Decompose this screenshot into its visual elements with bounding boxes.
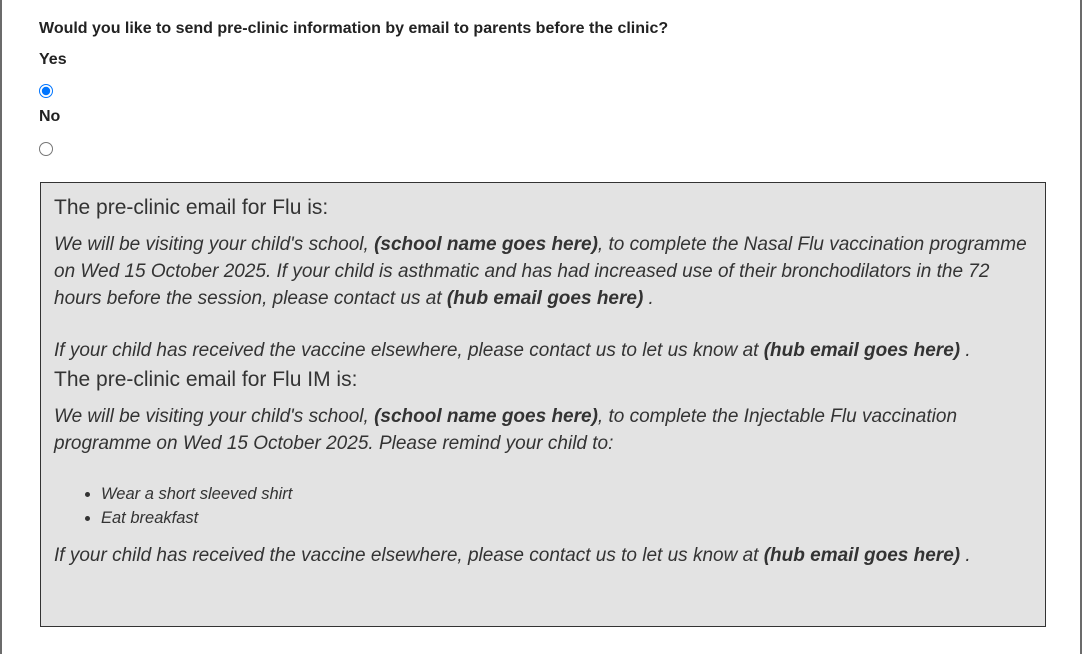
flu-email-heading: The pre-clinic email for Flu is: [54, 196, 329, 219]
flu-im-email-paragraph-2 [54, 542, 1033, 569]
option-no-radio[interactable] [39, 142, 53, 156]
flu-email-paragraph-1 [54, 231, 1033, 312]
flu-p2-end: . [960, 340, 971, 361]
flu-p1-text-b: , to complete the Nasal Flu vaccination programme on Wed 15 October 2025. If your child is asthmatic and has had increased use of their bronchodilators in the 72 hours before the session, please contact us at [54, 234, 1027, 309]
flu-im-p2-end: . [960, 545, 971, 566]
flu-im-reminder-list [54, 482, 1033, 530]
flu-p1-text-a: We will be visiting your child's school, [54, 234, 375, 255]
flu-im-p1-text-b: , to complete the Injectable Flu vaccination programme on Wed 15 October 2025. Please remind your child to: [54, 406, 958, 454]
flu-hub-email-placeholder: (hub email goes here) [446, 288, 644, 309]
option-yes-label: Yes [39, 51, 67, 68]
option-yes-radio[interactable] [39, 84, 53, 98]
flu-im-school-placeholder: (school name goes here) [374, 406, 598, 427]
flu-email-paragraph-2 [54, 337, 1033, 364]
pre-clinic-email-preview [40, 182, 1046, 627]
flu-im-email-heading: The pre-clinic email for Flu IM is: [54, 368, 358, 391]
pre-clinic-email-question: Would you like to send pre-clinic information by email to parents before the clinic? [39, 20, 669, 37]
flu-im-p1-text-a: We will be visiting your child's school, [54, 406, 375, 427]
list-item: • Eat breakfast [101, 506, 1033, 530]
flu-im-p2-text-a: If your child has received the vaccine elsewhere, please contact us to let us know at [54, 545, 764, 566]
list-item: • Wear a short sleeved shirt [101, 482, 1033, 506]
flu-school-placeholder: (school name goes here) [374, 234, 598, 255]
option-no-label: No [39, 108, 61, 125]
flu-hub-email-placeholder-2: (hub email goes here) [763, 340, 961, 361]
flu-p2-text-a: If your child has received the vaccine elsewhere, please contact us to let us know at [54, 340, 764, 361]
flu-p1-end: . [643, 288, 654, 309]
flu-im-hub-email-placeholder: (hub email goes here) [763, 545, 961, 566]
flu-im-email-paragraph-1 [54, 403, 1033, 457]
